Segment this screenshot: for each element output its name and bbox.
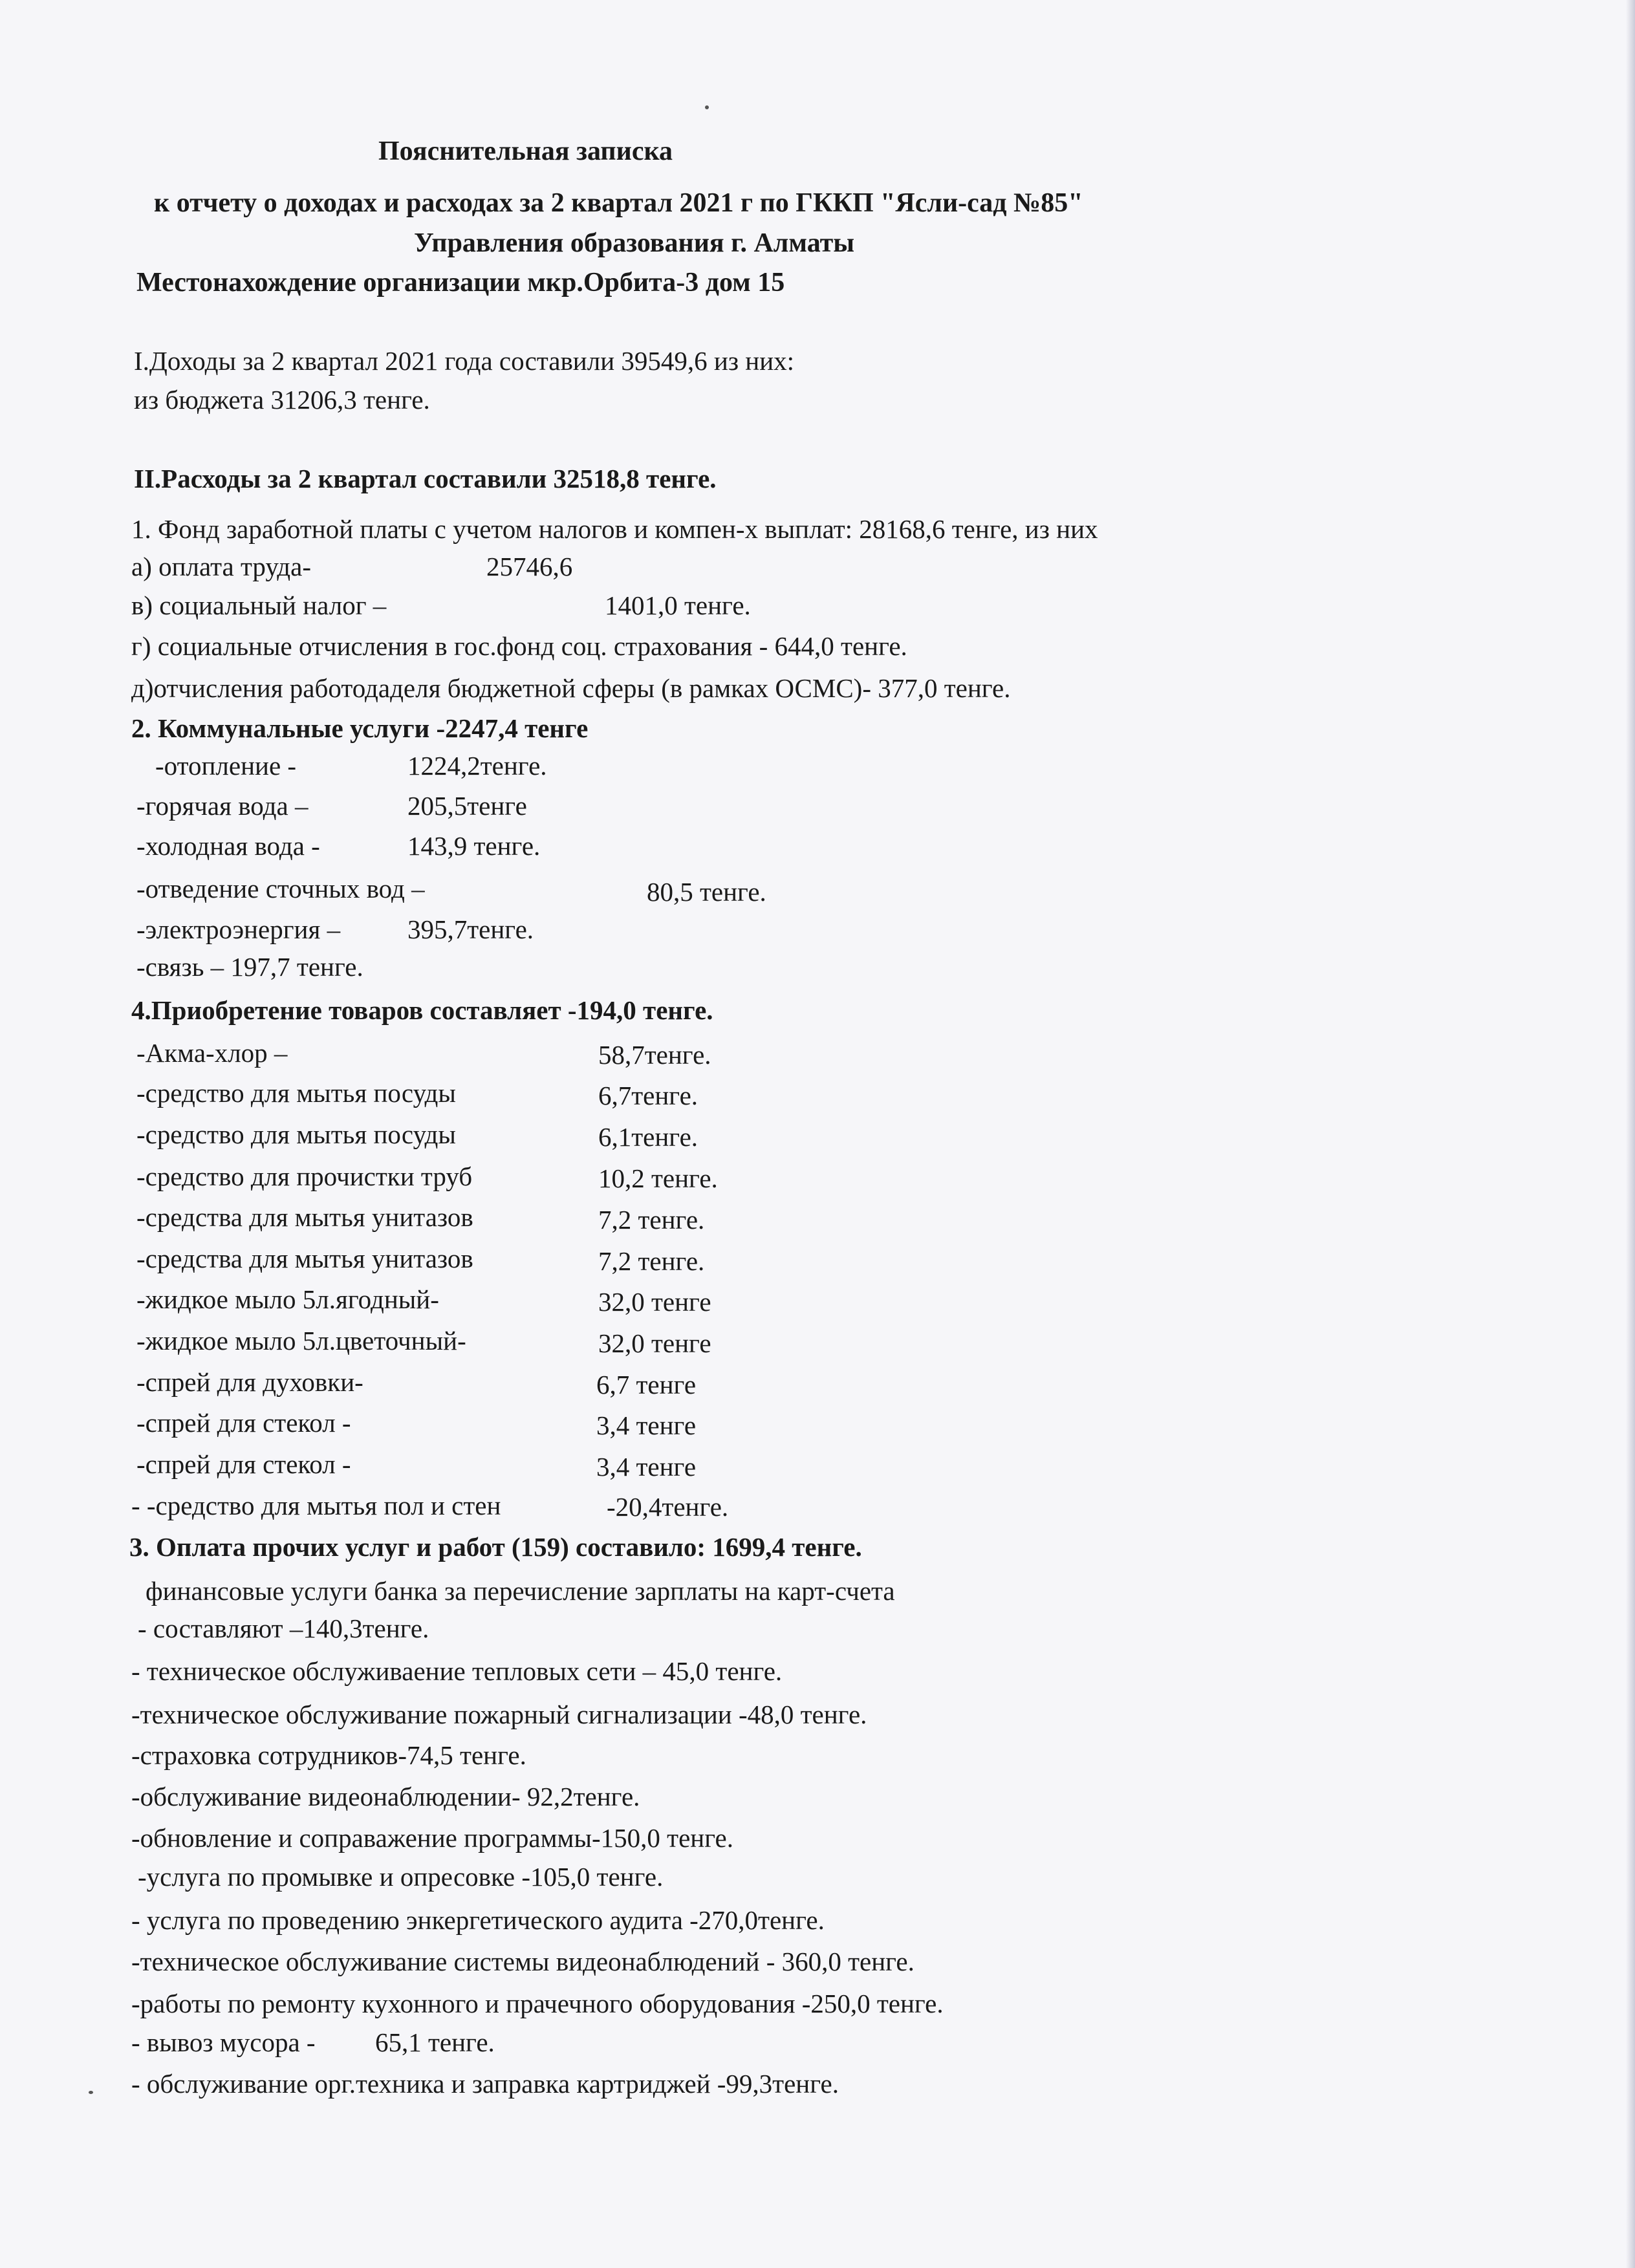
income-line: I.Доходы за 2 квартал 2021 года составили 39549,6 из них: xyxy=(134,346,795,376)
goods-item-label: -спрей для стекол - xyxy=(136,1408,351,1438)
scan-edge xyxy=(1626,0,1635,2268)
service-line: -обновление и соправажение программы-150,0 тенге. xyxy=(131,1823,733,1853)
goods-item-label: -спрей для духовки- xyxy=(136,1367,363,1397)
payroll-item-value: 1401,0 тенге. xyxy=(605,590,751,620)
goods-item-label: -спрей для стекол - xyxy=(136,1449,351,1479)
scan-speck xyxy=(705,105,709,109)
service-line: -техническое обслуживание системы видеонаблюдений - 360,0 тенге. xyxy=(131,1947,915,1976)
doc-subtitle: к отчету о доходах и расходах за 2 квартал 2021 г по ГККП "Ясли-сад №85" xyxy=(154,188,1083,218)
goods-item-value: 6,7 тенге xyxy=(596,1370,697,1399)
goods-item-value: 6,1тенге. xyxy=(598,1122,698,1152)
goods-item-value: 7,2 тенге. xyxy=(598,1205,705,1235)
payroll-item-label: а) оплата труда- xyxy=(131,552,312,581)
goods-item-label: -средства для мытья унитазов xyxy=(136,1202,473,1232)
service-line: финансовые услуги банка за перечисление зарплаты на карт-счета xyxy=(146,1576,895,1606)
goods-item-label: -жидкое мыло 5л.ягодный- xyxy=(136,1284,439,1314)
goods-item-value: 32,0 тенге xyxy=(598,1287,711,1317)
goods-heading: 4.Приобретение товаров составляет -194,0 тенге. xyxy=(131,995,713,1025)
goods-item-value: 6,7тенге. xyxy=(598,1081,698,1110)
goods-item-label: -жидкое мыло 5л.цветочный- xyxy=(136,1326,466,1355)
utility-value: 80,5 тенге. xyxy=(647,877,766,907)
utility-value: 395,7тенге. xyxy=(407,914,534,944)
utility-label: -связь – 197,7 тенге. xyxy=(136,952,363,982)
goods-item-label: -средство для мытья посуды xyxy=(136,1078,456,1108)
goods-item-value: -20,4тенге. xyxy=(607,1492,729,1522)
utility-label: -горячая вода – xyxy=(136,791,309,821)
utilities-heading: 2. Коммунальные услуги -2247,4 тенге xyxy=(131,713,589,743)
goods-item-value: 7,2 тенге. xyxy=(598,1246,705,1276)
service-line: - услуга по проведению энкергетического аудита -270,0тенге. xyxy=(131,1905,825,1935)
utility-label: -отведение сточных вод – xyxy=(136,874,425,903)
services-heading: 3. Оплата прочих услуг и работ (159) составило: 1699,4 тенге. xyxy=(129,1532,862,1562)
goods-item-value: 3,4 тенге xyxy=(596,1452,697,1482)
income-line: из бюджета 31206,3 тенге. xyxy=(134,385,430,415)
goods-item-value: 32,0 тенге xyxy=(598,1328,711,1358)
service-garbage-label: - вывоз мусора - xyxy=(131,2027,316,2057)
utility-value: 143,9 тенге. xyxy=(407,831,541,861)
payroll-item-value: 25746,6 xyxy=(486,552,573,581)
service-line: - составляют –140,3тенге. xyxy=(138,1614,429,1643)
goods-item-label: -средство для прочистки труб xyxy=(136,1161,473,1191)
expenses-heading: II.Расходы за 2 квартал составили 32518,8 тенге. xyxy=(134,464,717,493)
goods-item-label: -средство для мытья посуды xyxy=(136,1119,456,1149)
payroll-item-label: в) социальный налог – xyxy=(131,590,387,620)
service-line: -обслуживание видеонаблюдении- 92,2тенге. xyxy=(131,1782,640,1811)
service-line: - техническое обслуживаение тепловых сети – 45,0 тенге. xyxy=(131,1656,783,1686)
scan-speck xyxy=(89,2091,93,2094)
goods-item-value: 10,2 тенге. xyxy=(598,1163,718,1193)
goods-item-label: -Акма-хлор – xyxy=(136,1038,288,1068)
goods-item-label: -средства для мытья унитазов xyxy=(136,1244,473,1273)
utility-value: 205,5тенге xyxy=(407,791,527,821)
service-line: -услуга по промывке и опресовке -105,0 тенге. xyxy=(138,1862,664,1892)
service-line: -техническое обслуживание пожарный сигнализации -48,0 тенге. xyxy=(131,1700,867,1729)
service-line: - обслуживание орг.техника и заправка картриджей -99,3тенге. xyxy=(131,2069,839,2099)
service-line: -работы по ремонту кухонного и прачечного оборудования -250,0 тенге. xyxy=(131,1989,944,2018)
doc-title: Пояснительная записка xyxy=(378,136,673,166)
goods-item-label: - -средство для мытья пол и стен xyxy=(131,1491,501,1520)
utility-label: -электроэнергия – xyxy=(136,914,341,944)
payroll-line: д)отчисления работодаделя бюджетной сферы (в рамках ОСМС)- 377,0 тенге. xyxy=(131,673,1011,703)
service-garbage-value: 65,1 тенге. xyxy=(375,2027,495,2057)
goods-item-value: 3,4 тенге xyxy=(596,1410,697,1440)
doc-location: Местонахождение организации мкр.Орбита-3 дом 15 xyxy=(136,268,785,297)
payroll-line: г) социальные отчисления в гос.фонд соц. страхования - 644,0 тенге. xyxy=(131,631,907,661)
service-line: -страховка сотрудников-74,5 тенге. xyxy=(131,1740,526,1770)
utility-label: -холодная вода - xyxy=(136,831,320,861)
utility-value: 1224,2тенге. xyxy=(407,751,547,781)
doc-org: Управления образования г. Алматы xyxy=(414,228,855,258)
goods-item-value: 58,7тенге. xyxy=(598,1040,711,1070)
payroll-line: 1. Фонд заработной платы с учетом налогов и компен-х выплат: 28168,6 тенге, из них xyxy=(131,514,1098,544)
utility-label: -отопление - xyxy=(155,751,297,781)
